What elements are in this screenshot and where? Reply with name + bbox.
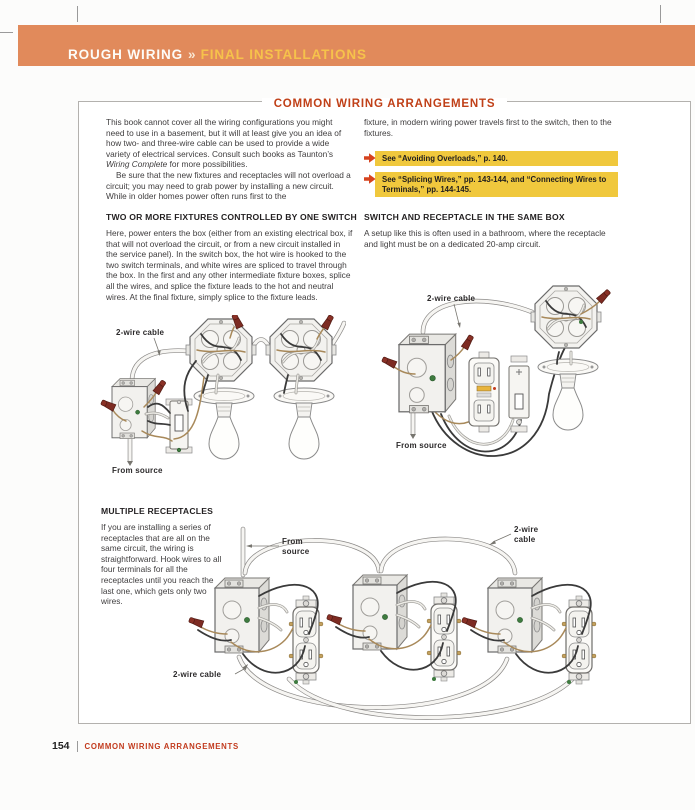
intro-column-right (364, 117, 616, 138)
crop-mark (660, 5, 661, 23)
diagram-label-cable: cable (514, 535, 536, 544)
light-fixture (538, 359, 598, 430)
cross-reference-callout (364, 151, 618, 166)
diagram-label-cable: 2-wire cable (427, 294, 476, 303)
wire-nut (381, 356, 397, 368)
section-heading-multiple-receptacles: MULTIPLE RECEPTACLES (101, 506, 214, 516)
light-fixture (274, 388, 334, 459)
crop-mark (77, 6, 78, 22)
diagram-label-source: From (282, 537, 303, 546)
crop-mark (0, 32, 13, 33)
receptacle-box (353, 575, 407, 650)
chevron-separator-icon: » (188, 47, 196, 62)
callout-text: See “Avoiding Overloads,” p. 140. (375, 151, 618, 166)
chapter-banner (18, 25, 695, 66)
section-body-multiple-receptacles: If you are installing a series of receptacles that are all on the same circuit, the wiring is straightforward. Hook wires to all four terminals for all the receptacles until you reach the last one, which gets only two wires. (101, 522, 222, 607)
intro-column-left (106, 117, 353, 202)
wire-nut (326, 613, 342, 625)
red-arrow-icon (364, 174, 376, 184)
wire-nut (321, 315, 334, 330)
feature-box (78, 98, 691, 724)
box-title: COMMON WIRING ARRANGEMENTS (79, 94, 690, 112)
page-footer (52, 740, 239, 752)
diagram-label-cable: 2-wire (514, 525, 539, 534)
diagram-label-source: From source (112, 466, 163, 475)
section-body-switch-receptacle: A setup like this is often used in a bathroom, where the receptacle and light must be on a dedicated 20-amp circuit. (364, 228, 606, 249)
book-title-italic: Wiring Complete (106, 159, 168, 170)
toggle-switch (166, 399, 192, 453)
section-heading-switch-receptacle: SWITCH AND RECEPTACLE IN THE SAME BOX (364, 212, 565, 222)
switch-box (112, 379, 155, 439)
diagram-label-cable: 2-wire cable (173, 670, 222, 679)
intro-paragraph-3: fixture, in modern wiring power travels first to the switch, then to the fixtures. (364, 117, 612, 138)
diagram-multiple-receptacles (139, 517, 679, 722)
wire-nut (188, 616, 204, 628)
receptacle-box (488, 578, 542, 653)
diagram-label-source: source (282, 547, 310, 556)
cross-reference-callout (364, 172, 618, 197)
intro-paragraph-2: Be sure that the new fixtures and receptacles will not overload a circuit; you may need to grab power by installing a new circuit. While in older homes power often runs first to the (106, 169, 351, 202)
wire-nut (461, 616, 477, 628)
diagram-label-source: From source (396, 441, 447, 450)
diagram-label-cable: 2-wire cable (116, 328, 165, 337)
section-heading-one-switch: TWO OR MORE FIXTURES CONTROLLED BY ONE SWITCH (106, 212, 357, 222)
footer-divider (77, 741, 78, 752)
page-number: 154 (52, 740, 70, 752)
section-body-one-switch: Here, power enters the box (either from an existing electrical box, if that will not overload the circuit, or from a new circuit installed in the service panel). In the switch box, the hot wire is hooked to the two switch terminals, and white wires are spliced to travel through the box. In the first and any other intermediate fixture boxes, splice all the wires, and splice the fixture leads to the hot and neutral wires. At the final fixture, simply splice to the fixture leads. (106, 228, 353, 302)
diagram-switch-and-receptacle (361, 274, 661, 482)
intro-paragraph-1: This book cannot cover all the wiring configurations you might need to use in a basement, but it will at least give you an idea of how two- and three-wire cable can be used to provide a wide variety of electrical services. Consult such books as Taunton’s Wiring Complete for more possibilities. (106, 117, 342, 170)
callout-text: See “Splicing Wires,” pp. 143-144, and “Connecting Wires to Terminals,” pp. 144-145. (375, 172, 618, 197)
red-arrow-icon (364, 153, 376, 163)
diagram-two-fixtures-one-switch (96, 315, 346, 482)
light-fixture (194, 388, 254, 459)
footer-title: COMMON WIRING ARRANGEMENTS (84, 741, 239, 751)
chapter-name: ROUGH WIRING (68, 47, 184, 62)
receptacle-box (215, 578, 269, 653)
wire-nut (461, 334, 474, 350)
gfci-receptacle (469, 352, 499, 432)
section-name: FINAL INSTALLATIONS (200, 47, 367, 62)
